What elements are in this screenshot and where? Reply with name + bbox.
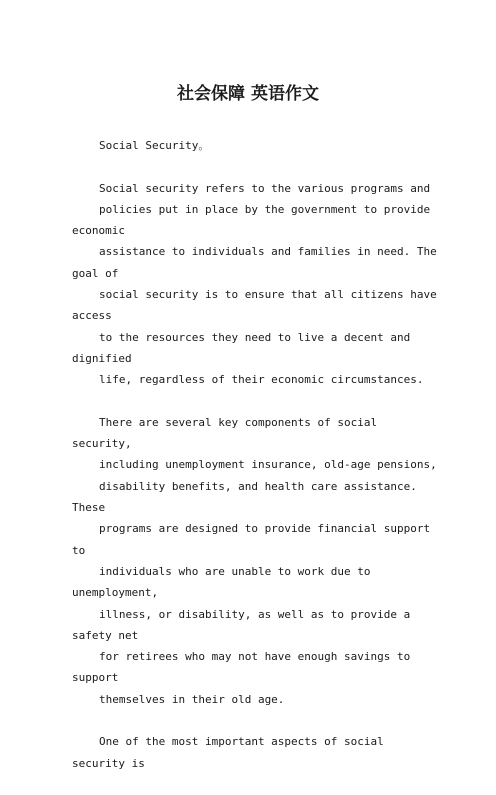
paragraph-line: programs are designed to provide financial support to <box>72 522 431 557</box>
document-body <box>72 135 442 795</box>
paragraph-line: Social Security。 <box>99 139 210 152</box>
paragraph-line: social security is to ensure that all citizens have access <box>72 288 437 323</box>
paragraph-line: There are several key components of social security, <box>72 415 378 451</box>
paragraph-line: for retirees who may not have enough savings to support <box>72 650 411 685</box>
paragraph-components <box>72 412 442 710</box>
paragraph-aspects <box>72 731 442 774</box>
paragraph-line: to the resources they need to live a decent and dignified <box>72 330 411 365</box>
paragraph-line: assistance to individuals and families in need. The goal of <box>72 245 437 280</box>
paragraph-line: individuals who are unable to work due to unemployment, <box>72 564 371 600</box>
paragraph-heading <box>72 135 442 156</box>
paragraph-line: life, regardless of their economic circumstances. <box>99 373 424 387</box>
paragraph-line: disability benefits, and health care assistance. These <box>72 479 417 515</box>
paragraph-line: themselves in their old age. <box>99 692 285 706</box>
document-title: 社会保障 英语作文 <box>177 84 319 104</box>
paragraph-line: including unemployment insurance, old-age pensions, <box>99 458 437 472</box>
paragraph-line: One of the most important aspects of social security is <box>72 735 384 770</box>
paragraph-line: illness, or disability, as well as to provide a safety net <box>72 607 411 642</box>
paragraph-definition <box>72 178 442 391</box>
paragraph-line: Social security refers to the various programs and <box>99 181 431 195</box>
paragraph-line: policies put in place by the government to provide economic <box>72 202 431 238</box>
